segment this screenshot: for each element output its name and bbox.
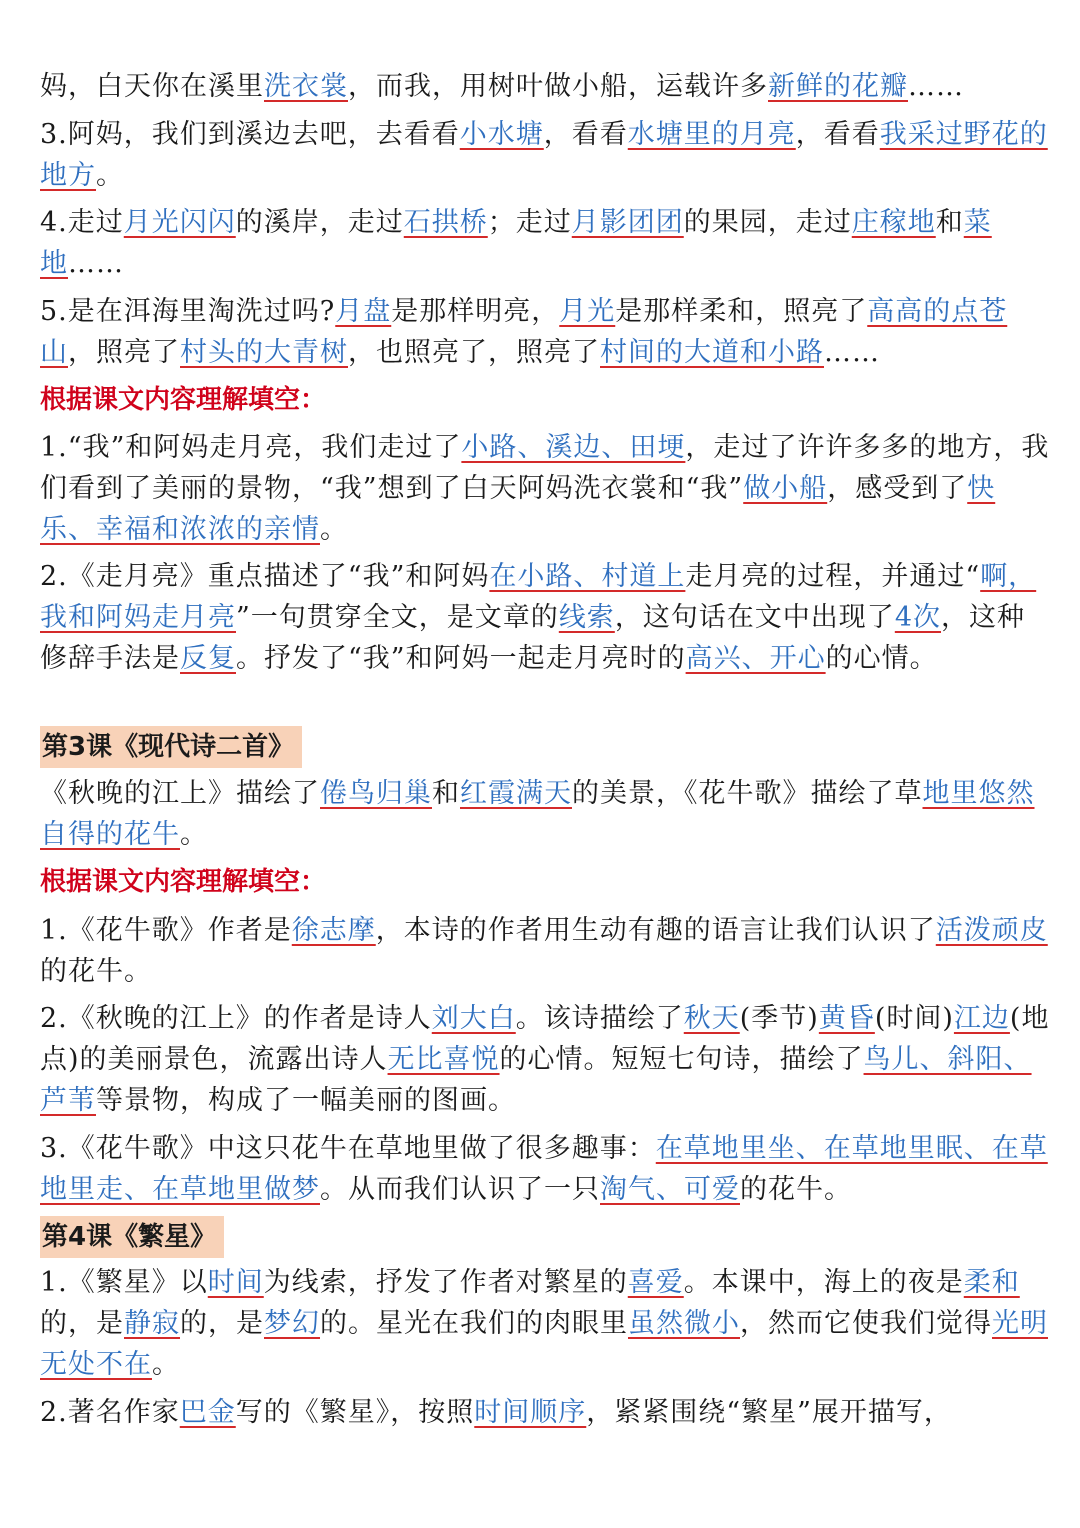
body-text: 和 xyxy=(432,778,460,809)
body-text: 。该诗描绘了 xyxy=(515,1003,684,1034)
body-text: 。本课中，海上的夜是 xyxy=(683,1267,964,1298)
body-text: 妈，白天你在溪里 xyxy=(40,71,264,102)
answer-text: 菜地 xyxy=(40,207,992,279)
body-text: …… xyxy=(908,71,964,102)
body-text: 2.《走月亮》重点描述了“我”和阿妈 xyxy=(40,561,490,592)
answer-text: 在草地里坐、在草地里眠、在草地里走、在草地里做梦 xyxy=(40,1133,1048,1205)
section-instruction xyxy=(40,862,1050,902)
body-text: (季节) xyxy=(739,1003,819,1034)
body-text: 的美景，《花牛歌》描绘了草 xyxy=(572,778,923,809)
paragraph xyxy=(40,1128,1050,1210)
answer-text: 江边 xyxy=(953,1003,1010,1034)
body-text: 。 xyxy=(180,819,208,850)
body-text: 《秋晚的江上》描绘了 xyxy=(40,778,320,809)
body-text: ，看看 xyxy=(543,119,628,150)
body-text: 的。星光在我们的肉眼里 xyxy=(320,1308,628,1339)
answer-text: 地里悠然自得的花牛 xyxy=(40,778,1035,850)
answer-text: 4次 xyxy=(894,602,941,633)
body-text: …… xyxy=(68,248,124,279)
answer-text: 红霞满天 xyxy=(460,778,572,809)
answer-text: 刘大白 xyxy=(431,1003,516,1034)
paragraph xyxy=(40,773,1050,855)
answer-text: 喜爱 xyxy=(627,1267,684,1298)
body-text: 是那样柔和，照亮了 xyxy=(615,296,868,327)
paragraph xyxy=(40,202,1050,284)
paragraph xyxy=(40,291,1050,373)
answer-text: 月光 xyxy=(559,296,616,327)
answer-text: 小水塘 xyxy=(459,119,544,150)
body-text: ，这句话在文中出现了 xyxy=(614,602,895,633)
body-text: 1.“我”和阿妈走月亮，我们走过了 xyxy=(40,432,462,463)
lesson-heading: 第4课《繁星》 xyxy=(40,1216,224,1258)
body-text: …… xyxy=(824,337,880,368)
answer-text: 高高的点苍山 xyxy=(40,296,1008,368)
answer-text: 快乐、幸福和浓浓的亲情 xyxy=(40,473,996,545)
body-text: ，感受到了 xyxy=(827,473,968,504)
body-text: 的，是 xyxy=(40,1308,124,1339)
body-text: 1.《繁星》以 xyxy=(40,1267,208,1298)
body-text: ，这种修辞手法是 xyxy=(40,602,1025,674)
body-text: 是那样明亮， xyxy=(391,296,560,327)
body-text: 的果园，走过 xyxy=(683,207,852,238)
answer-text: 柔和 xyxy=(963,1267,1020,1298)
body-text: ”一句贯穿全文，是文章的 xyxy=(236,602,559,633)
paragraph xyxy=(40,114,1050,196)
answer-text: 在小路、村道上 xyxy=(489,561,686,592)
paragraph xyxy=(40,1392,1050,1433)
paragraph xyxy=(40,427,1050,550)
body-text: (时间) xyxy=(874,1003,954,1034)
body-text: 的心情。短短七句诗，描绘了 xyxy=(499,1044,864,1075)
body-text: ，本诗的作者用生动有趣的语言让我们认识了 xyxy=(375,915,936,946)
body-text: ；走过 xyxy=(487,207,572,238)
answer-text: 无比喜悦 xyxy=(387,1044,500,1075)
answer-text: 洗衣裳 xyxy=(264,71,348,102)
body-text: ，紧紧围绕“繁星”展开描写， xyxy=(586,1397,952,1428)
answer-text: 村间的大道和小路 xyxy=(600,337,824,368)
body-text: 3.阿妈，我们到溪边去吧，去看看 xyxy=(40,119,460,150)
paragraph xyxy=(40,910,1050,992)
body-text: ，而我，用树叶做小船，运载许多 xyxy=(348,71,768,102)
paragraph xyxy=(40,66,1050,107)
paragraph xyxy=(40,556,1050,679)
answer-text: 新鲜的花瓣 xyxy=(768,71,908,102)
body-text: ，然而它使我们觉得 xyxy=(740,1308,992,1339)
answer-text: 活泼顽皮 xyxy=(935,915,1048,946)
body-text: 根据课文内容理解填空： xyxy=(40,385,327,415)
body-text: 写的《繁星》，按照 xyxy=(235,1397,475,1428)
answer-text: 鸟儿、斜阳、芦苇 xyxy=(40,1044,1032,1116)
answer-text: 月盘 xyxy=(335,296,392,327)
body-text: 的花牛。 xyxy=(740,1174,852,1205)
answer-text: 淘气、可爱 xyxy=(600,1174,740,1205)
answer-text: 小路、溪边、田埂 xyxy=(461,432,686,463)
body-text: 走月亮的过程，并通过“ xyxy=(685,561,981,592)
body-text: ，走过了许许多多的地方，我们看到了美丽的景物，“我”想到了白天阿妈洗衣裳和“我” xyxy=(40,432,1050,504)
answer-text: 啊，我和阿妈走月亮 xyxy=(40,561,1037,633)
body-text: 的溪岸，走过 xyxy=(235,207,404,238)
body-text: 。抒发了“我”和阿妈一起走月亮时的 xyxy=(236,643,686,674)
body-text: ，看看 xyxy=(795,119,880,150)
body-text: 。 xyxy=(320,514,348,545)
answer-text: 水塘里的月亮 xyxy=(627,119,796,150)
answer-text: 高兴、开心 xyxy=(685,643,826,674)
body-text: 。 xyxy=(152,1349,180,1380)
body-text: 。从而我们认识了一只 xyxy=(320,1174,600,1205)
body-text: 和 xyxy=(935,207,964,238)
body-text: 2.《秋晚的江上》的作者是诗人 xyxy=(40,1003,432,1034)
body-text: 。 xyxy=(96,160,124,191)
body-text: 1.《花牛歌》作者是 xyxy=(40,915,292,946)
body-text: 5.是在洱海里淘洗过吗? xyxy=(40,296,336,327)
answer-text: 光明无处不在 xyxy=(40,1308,1048,1380)
answer-text: 静寂 xyxy=(124,1308,180,1339)
paragraph xyxy=(40,1262,1050,1385)
answer-text: 梦幻 xyxy=(264,1308,320,1339)
answer-text: 黄昏 xyxy=(818,1003,875,1034)
answer-text: 反复 xyxy=(180,643,236,674)
body-text: 为线索，抒发了作者对繁星的 xyxy=(263,1267,628,1298)
section-instruction xyxy=(40,380,1050,420)
body-text: (地点)的美丽景色，流露出诗人 xyxy=(40,1003,1050,1075)
body-text: 的花牛。 xyxy=(40,956,152,987)
answer-text: 时间顺序 xyxy=(474,1397,587,1428)
answer-text: 线索 xyxy=(558,602,615,633)
answer-text: 石拱桥 xyxy=(403,207,488,238)
answer-text: 秋天 xyxy=(683,1003,740,1034)
lesson-heading: 第3课《现代诗二首》 xyxy=(40,726,302,768)
body-text: 的心情。 xyxy=(825,643,938,674)
answer-text: 时间 xyxy=(207,1267,264,1298)
answer-text: 徐志摩 xyxy=(291,915,376,946)
answer-text: 倦鸟归巢 xyxy=(320,778,432,809)
answer-text: 做小船 xyxy=(743,473,828,504)
body-text: 3.《花牛歌》中这只花牛在草地里做了很多趣事： xyxy=(40,1133,656,1164)
answer-text: 庄稼地 xyxy=(851,207,936,238)
body-text: ，也照亮了，照亮了 xyxy=(348,337,600,368)
body-text: 的，是 xyxy=(180,1308,264,1339)
body-text: 2.著名作家 xyxy=(40,1397,180,1428)
answer-text: 月光闪闪 xyxy=(123,207,236,238)
answer-text: 巴金 xyxy=(179,1397,236,1428)
body-text: ，照亮了 xyxy=(68,337,180,368)
body-text: 4.走过 xyxy=(40,207,124,238)
answer-text: 虽然微小 xyxy=(628,1308,740,1339)
body-text: 等景物，构成了一幅美丽的图画。 xyxy=(96,1085,516,1116)
answer-text: 月影团团 xyxy=(571,207,684,238)
paragraph xyxy=(40,998,1050,1121)
body-text: 根据课文内容理解填空： xyxy=(40,867,327,897)
answer-text: 我采过野花的地方 xyxy=(40,119,1048,191)
answer-text: 村头的大青树 xyxy=(180,337,348,368)
